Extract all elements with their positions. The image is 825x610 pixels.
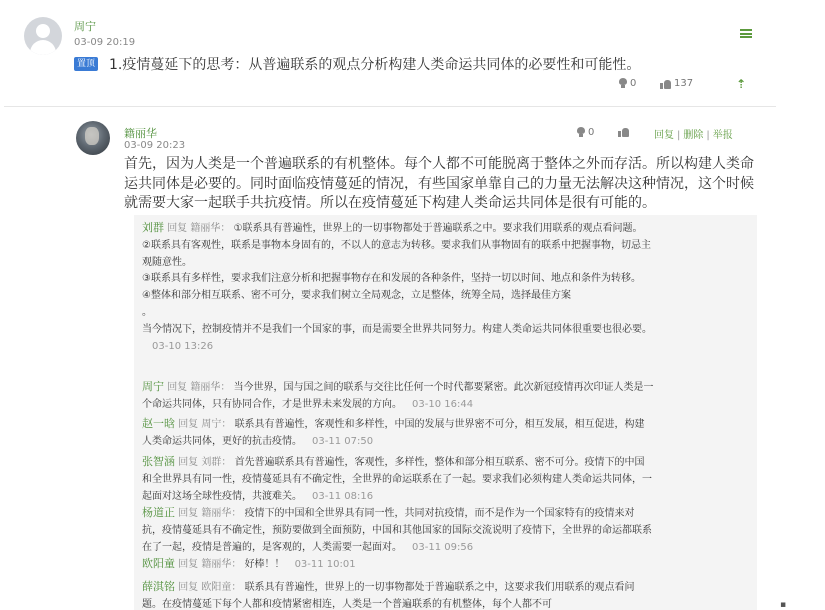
delete-link[interactable]: 删除 — [683, 130, 704, 141]
answer-bulb-button[interactable] — [576, 127, 594, 138]
reply-time: 03-11 07:50 — [312, 435, 374, 447]
topic-like-count: 137 — [674, 78, 694, 89]
menu-icon[interactable] — [740, 29, 752, 38]
reply-word: 回复 — [178, 508, 199, 519]
reply-line: ②联系具有客观性，联系是事物本身固有的，不以人的意志为转移。要求我们从事物固有的联系中把握事物，切忌主观随意性。 — [142, 239, 651, 268]
answer-like-button[interactable] — [618, 127, 630, 137]
reply-author[interactable]: 薛淇铭 — [142, 580, 175, 593]
reply-word: 回复 — [178, 582, 199, 593]
reply-line: 。 — [142, 306, 152, 318]
reply-line: ①联系具有普遍性，世界上的一切事物都处于普遍联系之中。要求我们用联系的观点看问题。 — [233, 223, 643, 234]
reply-line: 联系具有普遍性，客观性和多样性，中国的发展与世界密不可分，相互发展，相互促进，构建人类命运共同体，更好的抗击疫情。 — [142, 419, 645, 447]
topic-time: 03-09 20:19 — [74, 37, 136, 48]
reply-author[interactable]: 杨道正 — [142, 506, 175, 519]
reply-author[interactable]: 欧阳童 — [142, 557, 175, 570]
reply-item — [142, 379, 654, 414]
reply-time: 03-11 09:56 — [412, 541, 474, 553]
reply-target[interactable]: 籍丽华： — [201, 559, 242, 570]
bulb-icon — [576, 127, 586, 138]
reply-word: 回复 — [178, 559, 199, 570]
answer-actions: 回复 | 删除 | 举报 — [654, 130, 733, 141]
reply-author[interactable]: 刘群 — [142, 221, 164, 234]
reply-target[interactable]: 籍丽华： — [190, 223, 231, 234]
reply-time: 03-11 08:16 — [312, 490, 374, 502]
reply-author[interactable]: 周宁 — [142, 380, 164, 393]
reply-item — [142, 416, 654, 451]
reply-line: 联系具有普遍性，世界上的一切事物都处于普遍联系之中，这要求我们用联系的观点看问题。在疫情蔓延下每个人都和疫情紧密相连，人类是一个普遍联系的有机整体，每个人都不可 — [142, 582, 635, 610]
reply-item — [142, 454, 654, 505]
reply-time: 03-11 10:01 — [294, 559, 356, 570]
reply-list — [134, 215, 757, 610]
user-avatar-icon[interactable] — [24, 17, 62, 55]
reply-item — [142, 556, 654, 574]
thumb-up-icon — [618, 127, 630, 137]
topic-bulb-button[interactable] — [618, 78, 636, 89]
pin-badge: 置顶 — [74, 57, 98, 71]
topic-card — [4, 4, 776, 107]
topic-title: 1.疫情蔓延下的思考：从普遍联系的观点分析构建人类命运共同体的必要性和可能性。 — [109, 57, 641, 73]
bulb-icon — [618, 78, 628, 89]
reply-line: 当今世界，国与国之间的联系与交往比任何一个时代都要紧密。此次新冠疫情再次印证人类是一个命运共同体，只有协同合作，才是世界未来发展的方向。 — [142, 382, 654, 410]
reply-link[interactable]: 回复 — [654, 130, 674, 141]
report-link[interactable]: 举报 — [712, 130, 733, 141]
reply-target[interactable]: 周宁： — [201, 419, 232, 430]
answer-author[interactable]: 籍丽华 — [124, 127, 157, 140]
reply-time: 03-10 16:44 — [412, 398, 474, 410]
reply-word: 回复 — [178, 457, 199, 468]
answer-avatar[interactable] — [76, 121, 110, 155]
reply-line: 当今情况下，控制疫情并不是我们一个国家的事，而是需要全世界共同努力。构建人类命运共同体很重要也很必要。 — [142, 323, 652, 335]
topic-share-button[interactable] — [736, 77, 746, 91]
reply-item — [142, 505, 654, 556]
reply-line: ③联系具有多样性，要求我们注意分析和把握事物存在和发展的各种条件，坚持一切以时间、地点和条件为转移。 — [142, 273, 641, 285]
share-icon: ⇡ — [736, 77, 747, 91]
answer-bulb-count: 0 — [588, 127, 595, 138]
reply-target[interactable]: 欧阳童： — [201, 582, 242, 593]
reply-target[interactable]: 籍丽华： — [201, 508, 242, 519]
thumb-up-icon — [660, 79, 672, 89]
cursor-mark: ▪ — [780, 600, 787, 610]
topic-like-button[interactable] — [660, 78, 693, 89]
reply-word: 回复 — [167, 223, 188, 234]
reply-line: 好棒！！ — [244, 559, 285, 570]
reply-item — [142, 579, 654, 610]
reply-line: ④整体和部分相互联系、密不可分，要求我们树立全局观念，立足整体，统筹全局，选择最佳方案 — [142, 290, 571, 302]
reply-item — [142, 220, 654, 355]
reply-line: 首先普遍联系具有普遍性，客观性，多样性，整体和部分相互联系、密不可分。疫情下的中国和全世界具有同一性，疫情蔓延具有不确定性，全世界的命运联系在了一起。要求我们必须构建人类命运共同体，一起面对这场全球性疫情，共渡难关。 — [142, 457, 652, 502]
reply-line: 疫情下的中国和全世界具有同一性，共同对抗疫情，而不是作为一个国家特有的疫情来对抗，疫情蔓延具有不确定性，预防要做到全面预防，中国和其他国家的国际交流说明了疫情下，全世界的命运都联系在了一起，疫情是普遍的，是客观的，人类需要一起面对。 — [142, 508, 652, 553]
reply-target[interactable]: 刘群： — [201, 457, 232, 468]
topic-bulb-count: 0 — [630, 78, 637, 89]
answer-time: 03-09 20:23 — [124, 140, 186, 151]
reply-word: 回复 — [167, 382, 188, 393]
reply-author[interactable]: 赵一晗 — [142, 417, 175, 430]
reply-time: 03-10 13:26 — [152, 340, 214, 352]
reply-author[interactable]: 张智涵 — [142, 455, 175, 468]
answer-text: 首先，因为人类是一个普遍联系的有机整体。每个人都不可能脱离于整体之外而存活。所以构建人类命运共同体是必要的。同时面临疫情蔓延的情况，有些国家单靠自己的力量无法解决这种情况，这个时候就需要大家一起联手共抗疫情。所以在疫情蔓延下构建人类命运共同体是很有可能的。 — [124, 156, 754, 211]
reply-target[interactable]: 籍丽华： — [190, 382, 231, 393]
topic-author[interactable]: 周宁 — [74, 20, 96, 33]
reply-word: 回复 — [178, 419, 199, 430]
